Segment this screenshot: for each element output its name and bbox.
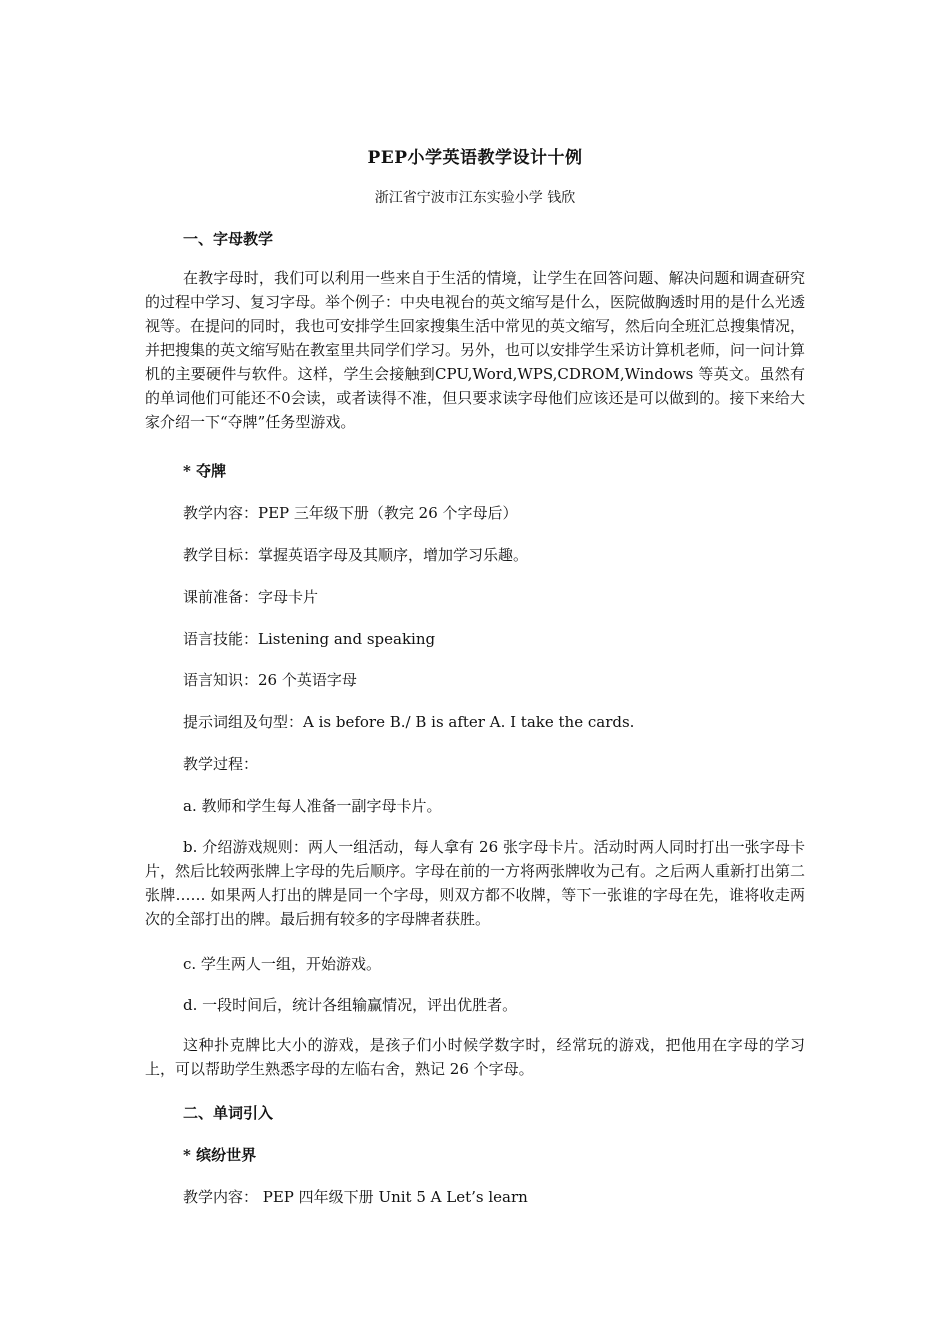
game1-patterns: 提示词组及句型：A is before B./ B is after A. I take the cards. [183, 713, 635, 731]
section2-heading: 二、单词引入 [183, 1104, 274, 1122]
game1-step-b: b. 介绍游戏规则：两人一组活动，每人拿有 26 张字母卡片。活动时两人同时打出一张字母卡片，然后比较两张牌上字母的先后顺序。字母在前的一方将两张牌收为己有。之后两人重新打出第二张牌…… 如果两人打出的牌是同一个字母，则双方都不收牌，等下一张谁的字母在先，谁将收走两次的全部打出的牌。最后拥有较多的字母牌者获胜。 [145, 838, 806, 928]
game1-step-c: c. 学生两人一组，开始游戏。 [183, 955, 381, 973]
document-author: 浙江省宁波市江东实验小学 钱欣 [374, 190, 576, 206]
game1-knowledge: 语言知识：26 个英语字母 [183, 671, 357, 689]
game1-step-a: a. 教师和学生每人准备一副字母卡片。 [183, 797, 442, 815]
game1-step-d: d. 一段时间后，统计各组输赢情况，评出优胜者。 [183, 996, 518, 1014]
game1-prep: 课前准备：字母卡片 [183, 588, 319, 606]
section1-heading: 一、字母教学 [183, 230, 274, 248]
game1-content: 教学内容：PEP 三年级下册（教完 26 个字母后） [183, 504, 518, 522]
game1-skill: 语言技能：Listening and speaking [183, 630, 436, 648]
game2-heading: * 缤纷世界 [183, 1146, 257, 1164]
document-title: PEP小学英语教学设计十例 [367, 148, 583, 168]
game1-goal: 教学目标：掌握英语字母及其顺序，增加学习乐趣。 [183, 546, 529, 564]
section1-intro: 在教字母时，我们可以利用一些来自于生活的情境，让学生在回答问题、解决问题和调查研究的过程中学习、复习字母。举个例子：中央电视台的英文缩写是什么，医院做胸透时用的是什么光透视等。在提问的同时，我也可安排学生回家搜集生活中常见的英文缩写，然后向全班汇总搜集情况，并把搜集的英文缩写贴在教室里共同学们学习。另外，也可以安排学生采访计算机老师，问一问计算机的主要硬件与软件。这样，学生会接触到CPU,Word,WPS,CDROM,Windows 等英文。虽然有的单词他们可能还不0会读，或者读得不准，但只要求读字母他们应该还是可以做到的。接下来给大家介绍一下“夺牌”任务型游戏。 [145, 269, 806, 431]
game1-heading: * 夺牌 [183, 462, 227, 480]
game1-summary: 这种扑克牌比大小的游戏，是孩子们小时候学数字时，经常玩的游戏，把他用在字母的学习上，可以帮助学生熟悉字母的左临右舍，熟记 26 个字母。 [145, 1036, 805, 1078]
game2-content: 教学内容： PEP 四年级下册 Unit 5 A Let’s learn [183, 1188, 528, 1206]
game1-process: 教学过程： [183, 755, 259, 773]
